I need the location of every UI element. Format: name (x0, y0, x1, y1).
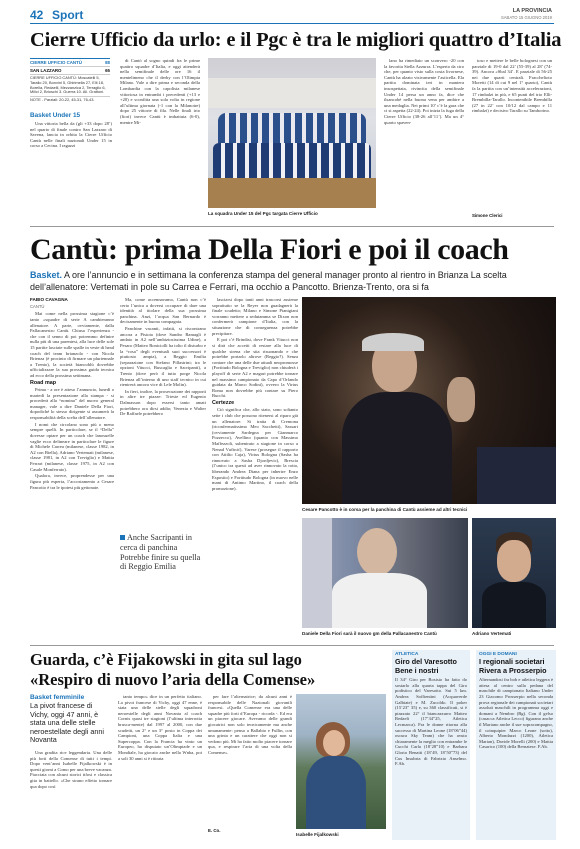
article3-col2 (118, 694, 202, 762)
subheading-roadmap: Road map (30, 379, 57, 386)
home-team: CIERRE UFFICIO CANTÙ (30, 60, 82, 65)
paragraph: Una gradita rice leggendaria. Una delle più forti della Comense di tutti i tempi. Dopo vent’anni Isabelle Fijalkowski è in questi giorni a Como per una breve vacanza. Piacciata con alcuni storici tifosi e classica gita in battello. «Che strano effetto tornare qua dopo così (30, 750, 112, 789)
paragraph: Una vittoria bella da (gli +33 dopo 28’) nel quarto di finale contro San Lazzaro di Savena, lancia in orbita la Cierre Ufficio Cantù nelle finali nazionali Under 15 in corso a Cecina. I ragazzi (30, 121, 112, 149)
subheading-certezze: Certezze (212, 399, 235, 406)
paragraph: di Cantò al sogno quindi fra le prime quattro squadre d’Italia, e oggi attenderà nella semifinale delle ore 16 il mentelimeno che il derby con l’Olimpia Milano. Vale a dire prima e seconda della Lombardia con la capolista milanese vittoriosa in entrambi i precedenti (+13 e +20) e sconfitta una sola volta in regione all’ultima giornata (-1 con la Milanotre) dopo 25 vittorie di fila. Nelle finali trio (fiori) invece Cantù è imbattuta (6-0), mentre Mi- (120, 58, 200, 125)
sidebar1-title: Giro del Varesotto Bene i nostri (395, 657, 457, 675)
paragraph: Mai come nella prossima stagione c’è tanto «squadre di serie A cambieranno allenatore. A parte, ovviamente, dalla Pallacanestro Cantù. Chiusa l’esperienza - che con il senno di poi potremmo definire nulla più di una parentesi, alla luce delle sole 15 partite lasciate sulle spalle in veste di head coach del team brianzolo - con Nicola Brienza (è procinto di firmare un pluriennale a Trento), la società biancoblù dovrebbe ufficializzare la sua prossima guida tecnica ad ecco della prossima settimana. (30, 311, 114, 378)
article1-col3 (384, 58, 464, 126)
scorebox (30, 58, 110, 103)
sidebar-atletica (392, 650, 470, 840)
sidebar2-title: I regionali societari Rivera a Prosserpio (479, 657, 547, 675)
paragraph: Ciò significa che, allo stato, sono soltanto sette i club che possono ritenersi al riparo già un allenatore. Si tratta di Cremona (riconfermatissimo Meo Sacchetti), Sassari (ovviamente Sardegna per Gianmarco Pozzecco), Avellino (quanto con Massimo Maffezzoli, subentrato a stagione in corso a Nenad Vučinić), Varese (prosegue il rapporto con Attilio Caja), Virtus Bologna (Sasha ha rinnovato a Sasha Djordjevic), Brescia (l’unico tra questi ad aver rinnovato la rotta, liberando Andrea Diana per inherire Enzo Esposito) e Fortitudo Bologna (in nuovo nelle mani di Antimo Martino, il coach della promozione). (212, 407, 298, 491)
away-team: SAN LAZZARO (30, 68, 62, 73)
paragraph: E poi c’è Brindisi, dove Frank Vitucci non si dirà che accetti di restare alla luce di qualche sirena che stia risuonando e che potrebbe portarlo altrove (Reggio?). Senza contare che una delle due attuali neopromosse (Fortitudo Bologna e Treviglio) non chiuderà i playoff di serie A2 e magari potrebbe tornare nel massimo campionato da Capo d’Orlando guidata da Marco Sodini), ovvero la Virtus Roma non dovrebbe più contare su Piero Bucchi. (212, 337, 298, 399)
article1-kicker: Basket Under 15 (30, 112, 81, 119)
team-photo (208, 58, 376, 208)
article3-col3 (208, 694, 292, 757)
byline-place: CANTÙ (30, 303, 45, 309)
score-row-home (30, 58, 110, 67)
article1-col1 (30, 121, 112, 150)
score-note: NOTE - Parziali: 20-22, 45-31, 76-43. (30, 96, 110, 103)
article3-headline-1: Guarda, c’è Fijakowski in gita sul lago (30, 650, 302, 669)
sidebar-oggi-domani (476, 650, 556, 840)
separator-2 (30, 645, 554, 646)
pancotto-photo (302, 297, 556, 504)
article3-headline-2: «Respiro di nuovo l’aria della Comense» (30, 670, 316, 689)
della-fiori-photo (302, 518, 468, 628)
vertemati-photo (472, 518, 556, 628)
article1-col2 (120, 58, 200, 126)
paragraph: toso e mettere le belle bolognesi con un parziale di 19-0 dal 22’ (55-39) al 28’ (74-39). Ancora «Sbal 34’. E parziale di 56-25 nei due quarti centrali. Fracchelioto Moretti (14 di cui 9 nel 1° quarto), Cantù fa la partita con un’intensità accelerazioni, 17 rimbalzi in più, e 65 punti del trio Elli-Brembilla-Tarallo. Incontenibile Brembilla (27 in 22’ con 10/12 dal campo e 11 rimbalzi) e decisivo Tarallo su Tamborino. (472, 58, 552, 114)
fijalkowski-photo (296, 694, 386, 829)
article1-author: Simone Clerici (472, 213, 503, 218)
della-fiori-photo-caption: Daniele Della Fiori sarà il nuovo gm della Pallacanestro Cantù (302, 631, 437, 636)
away-score: 65 (105, 68, 110, 73)
pullquote (120, 533, 206, 572)
paragraph: tanto tempo» dice in un perfetto italiano. La pivot francese di Vichy, oggi 47 enne, è stata una delle stelle degli squadroni neroestelle degli anni Novanta al coach Cornis quasi tre stagioni (l’ultima interrotta brusca-mente) dal 1997 al 2000, con due scudetti, un 2° e un 3° posto in Coppa dei Campioni, una Coppa Italia e una Supercoppa. Con la Francia ha vinto un Europeo, ha disputato un’Olimpiade e un Mondiale, ha giocato anche nella Wnba, poi a soli 30 anni si è ritirata (118, 694, 202, 761)
paper-name: LA PROVINCIA (512, 8, 552, 14)
section-name: Sport (52, 8, 84, 22)
team-photo-caption: La squadra Under 15 del Pgc targata Cierre Ufficio (208, 211, 318, 216)
vertemati-photo-caption: Adriano Vertemati (472, 631, 512, 636)
article3-col1 (30, 750, 112, 790)
sidebar1-text: Il 34° Giro per Bosisio ha fatto do sostarlo alla quarta tappa del Giro podistico del Varesotto. Sui 5 km. Andrea Soffientini (Acquaverde Galbiate) e M. Zucoldo. Il poker (15’23” 35) e, su 360 classificati, si è piazzato 22° il biancazzurro Matteo Redaeli (17’34”25, Atletica Lecmarca). Fra le donne ritorna alla successo di Martina Leone (18’06”44) oscura Sky Team) che ha avuto chiaramente la meglio con entrambe le Cucchi Carla (18’28”10) e Barbara Gloria Benatti (18’49, 18’50”73) del Cus Insubria di Fabrizio Anselmo. F.Ab. (395, 677, 467, 767)
page-date: SABATO 15 GIUGNO 2019 (500, 15, 552, 20)
sidebar2-text: Alternandosi fra bob e atletica leggera è attesa al centro sulla pedana del maschile di campionato Italiano Under 23 Giacomo Prosserpio nella seconda prova regionale dei campionati societari assoluti maschili in programma oggi e domani a Nembro (Bg). Con il gelso (casacca Atletica Lecco) figurano anche il Mariano anche il sue sopracompagno, il coinquipier Marco Leone (sotto), Alberto Mondazzi (1200), Atletica Marian), Davide Morelli (200) e Mattia Casarico (100) della Bernatese. F.Ab. (479, 677, 553, 750)
article2-col3 (212, 297, 298, 493)
paragraph: Ma, come accennavamo, Cantù non c’è certo l’unica a doversi occupare di dare una identità al titolare della sua prossima panchina. Anzi, l’acqua San Bernardo è decisamente in buona compagnia. (120, 297, 206, 325)
article2-col2 (120, 297, 206, 418)
byline: FABIO CAVAGNA (30, 297, 68, 302)
pullquote-text: Anche Sacripanti in cerca di panchina Potrebbe finire su quella di Reggio Emilia (120, 533, 201, 572)
paragraph: I nomi che circolano sono più o meno sempre quelli. In particolare, se il “Della” dovesse optare per un coach che lanosuelle vaglie ecco delineare in particolare le figure di Michele Carrea (milanese, classe 1982, in A2 con Biella), Adriano Vertemati (milanese, classe 1981, in A2 con Treviglio) e Mattia Ferrari (milanese, classe 1975, in A2 con Casale Monferrato). (30, 421, 114, 472)
article2-headline: Cantù: prima Della Fiori e poi il coach (30, 233, 509, 266)
summary-kicker: Basket. (30, 270, 63, 280)
article1-col4 (472, 58, 552, 115)
paragraph: lano ha rimediato un sconvero -20 con la favorita Stella Azzurra. L’esperto da ciro che, per quanto visto sulla costa livornese, Cantù ha alzato visivamente l’asticella. Ela partita dominata ieri in maniera insospettata, rivincita della semifinale Under 14 persa un anno fa, dice che ilsancobè nella buona vena per ambire a una medaglia. Nei primi 10’ c’è la gara che ci si aspetta (22-24). Poi inizia la fuga della Cierre Ufficio (38-26 all’11’). Ma un 4° quarto spaven- (384, 58, 464, 125)
sidebar1-kicker: ATLETICA (395, 652, 419, 657)
summary-text: A ore l’annuncio e in settimana la conferenza stampa del general manager pronto al rientro in Brianza La scelta dell’allenatore: Vertemati in pole su Carrea e Ferrari, ma occhio a Pancotto. Brienza-Trento, ora si fa (30, 270, 507, 292)
fijalkowski-photo-caption: Isabelle Fijalkowski (296, 832, 339, 837)
paragraph: Qualora, invece, proprendesse per una figura più esperta, l’accostamento a Cesare Pancotto è tra le ipotesi più gettonate. (30, 473, 114, 490)
paragraph: In fieri, inoltre, la prosecuzione dei rapporti in altre tre piazze: Trieste ed Eugenio Dalmasson dopo essersi tanto amati potrebbero ora dirsi addio; Venezia e Walter De Raffaele potrebbero (120, 388, 206, 417)
paragraph: per fare l’alternatrice; da alcuni anni è responsabile delle Nazionali giovanili francesi. «Quella Comense era una delle squadre più forti d’Europa - ricorda -. Ed era un piacere giocare. Avevamo delle grandi giocatrici non solo tecnicamente ma anche umanamente: penso a Ballabio e Fullin, con una grinta e un carattere che oggi non si vedono più. Mi ha fatto molto piacere tornare qua, e respirare l’aria di una volta della Comense». (208, 694, 292, 755)
paragraph: Prima - a ore è atteso l’annuncio, lunedì o martedì la presentazione alla stampa - si procederà alla “nomina” del nuovo general manager, vale a dire Daniele Della Fiori, dopodiché lo stesso dirigente si assumerà la responsabilità della scelta dell’allenatore. (30, 387, 114, 421)
article3-deck: La pivot francese di Vichy, oggi 47 anni, è stata una delle stelle neroestellate degli anni Novanta (30, 701, 104, 745)
article2-col1 (30, 297, 114, 491)
header-rule (30, 23, 554, 24)
pancotto-photo-caption: Cesare Pancotto è in corsa per la panchina di Cantù assieme ad altri tecnici (302, 507, 468, 512)
score-row-away (30, 67, 110, 75)
article3-author: E. Co. (208, 828, 221, 833)
sidebar2-kicker: OGGI E DOMANI (479, 652, 517, 657)
home-score: 88 (105, 60, 110, 65)
paragraph: Panchine vacanti, infatti, si riscontrano ancora a Pistoia (dove Sandro Ramagli è andato in A2 nell’ambiziosissima Udine), a Pesaro (Matteo Boniciolli ha tolto il disturbo e la “rosa” degli eventuali suoi successori è piuttosto ampia), a Reggio Emilia (separazione con Stefano Pillastrini; tra le opzioni Vitucci, Buscaglia e Sacripanti), a Trento (dove però il tutto porge Nicola Brienza all’interno di uno staff tecnico in cui rientrerà ancora vice di Lele Molin). (120, 326, 206, 388)
paragraph: lasciarsi dopo tanti anni trascorsi assieme soprattutto se la Reyer non guadagnerà la finale scudetto; Milano e Simone Pianigiani vorranno mettere a sedutamma se Dixon non confermerà campione d’Italia, con la situazione che di conseguenza potrebbe precipitare. (212, 297, 298, 336)
article1-headline: Cierre Ufficio da urlo: e il Pgc è tra le migliori quattro d’Italia (30, 29, 562, 51)
lineup: CIERRE UFFICIO CANTÙ: Moscatelli 5, Tarallo 20, Bonvini 5, Ghirimella 27, Elli 18, Borella, Redaelli, Mezzanzica 2, Terraglio 6, Milici 2, Brioschi 3. Guerra 10. All. Grattoni. (30, 75, 106, 95)
article3-kicker: Basket femminile (30, 694, 85, 701)
page-number: 42 (30, 8, 44, 22)
separator-1 (30, 226, 554, 227)
article2-summary (30, 270, 556, 293)
pullquote-marker-icon (120, 535, 125, 540)
